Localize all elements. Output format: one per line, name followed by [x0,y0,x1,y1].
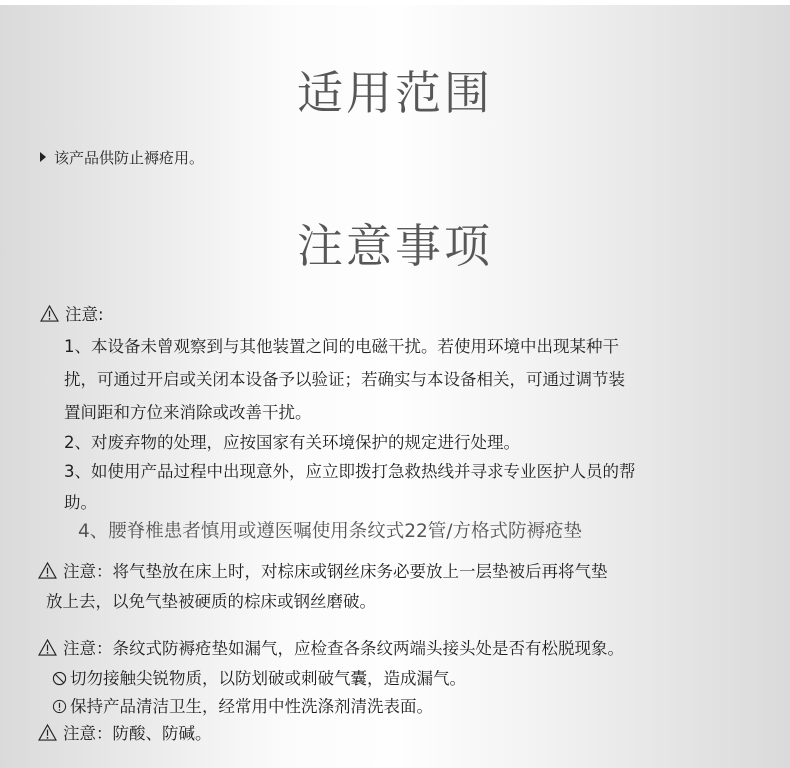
precaution-line-1b: 扰，可通过开启或关闭本设备予以验证；若确实与本设备相关，可通过调节装 [64,370,625,389]
scope-item [40,147,204,169]
info-text: 保持产品清洁卫生，经常用中性洗涤剂清洗表面。 [70,697,433,716]
precaution-line-2: 2、对废弃物的处理，应按国家有关环境保护的规定进行处理。 [64,433,520,452]
warning-text: 注意：防酸、防碱。 [63,724,212,743]
info-line [52,696,433,718]
warning-triangle-icon [38,562,57,579]
warning-acid-alkali [38,723,212,745]
prohibition-circle-icon [52,671,67,686]
warning-triangle-icon [38,639,57,656]
warning-triangle-icon [40,305,59,322]
precaution-line-3a: 3、如使用产品过程中出现意外，应立即拨打急救热线并寻求专业医护人员的帮 [64,462,636,481]
prohibition-line [52,668,466,690]
warning-text: 注意：条纹式防褥疮垫如漏气，应检查各条纹两端头接头处是否有松脱现象。 [63,639,624,658]
warning-leak-check [38,638,624,660]
section-title-scope: 适用范围 [297,66,493,120]
warning-air-mattress-line-2: 放上去，以免气垫被硬质的棕床或钢丝磨破。 [46,592,376,611]
triangle-right-icon [40,152,46,162]
notice-heading [40,304,104,326]
precaution-line-4: 4、腰脊椎患者慎用或遵医嘱使用条纹式22管/方格式防褥疮垫 [78,521,583,542]
precaution-line-1a: 1、本设备未曾观察到与其他装置之间的电磁干扰。若使用环境中出现某种干 [64,337,619,356]
product-manual-page [0,5,790,768]
precaution-line-1c: 置间距和方位来消除或改善干扰。 [64,403,312,422]
scope-item-text: 该产品供防止褥疮用。 [54,149,205,167]
section-title-precautions: 注意事项 [297,219,493,273]
warning-text: 注意：将气垫放在床上时，对棕床或钢丝床务必要放上一层垫被后再将气垫 [63,562,608,581]
warning-air-mattress-line-1 [38,561,608,583]
warning-triangle-icon [38,724,57,741]
precaution-line-3b: 助。 [64,493,97,512]
prohibition-text: 切勿接触尖锐物质，以防划破或刺破气囊，造成漏气。 [70,669,466,688]
exclamation-circle-icon [52,699,67,714]
notice-label: 注意: [65,305,104,324]
